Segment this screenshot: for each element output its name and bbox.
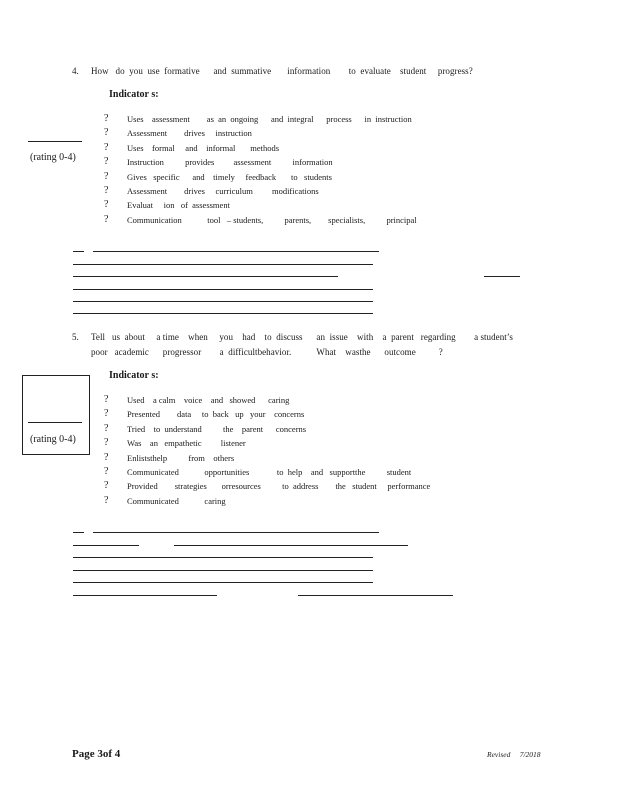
bullet-icon: ? bbox=[104, 170, 109, 182]
indicators-heading-5: Indicator s: bbox=[109, 370, 159, 381]
bullet-icon: ? bbox=[104, 494, 109, 506]
bullet-icon: ? bbox=[104, 213, 109, 225]
indicator-list-5 bbox=[104, 393, 430, 508]
indicator-item bbox=[104, 155, 417, 169]
answer-line[interactable] bbox=[298, 595, 453, 596]
answer-line[interactable] bbox=[73, 289, 373, 290]
revision-date: Revised 7/2018 bbox=[487, 750, 541, 759]
bullet-icon: ? bbox=[104, 127, 109, 139]
bullet-icon: ? bbox=[104, 156, 109, 168]
answer-line[interactable] bbox=[73, 276, 338, 277]
rating-label-4: (rating 0-4) bbox=[30, 152, 76, 163]
bullet-icon: ? bbox=[104, 465, 109, 477]
answer-line[interactable] bbox=[73, 545, 139, 546]
bullet-icon: ? bbox=[104, 141, 109, 153]
indicators-heading-4: Indicator s: bbox=[109, 89, 159, 100]
answer-line[interactable] bbox=[73, 582, 373, 583]
answer-line[interactable] bbox=[73, 570, 373, 571]
answer-line[interactable] bbox=[93, 251, 379, 252]
indicator-item bbox=[104, 198, 417, 212]
indicator-item bbox=[104, 407, 430, 421]
bullet-icon: ? bbox=[104, 113, 109, 124]
indicator-text: Communicated caring bbox=[127, 495, 226, 506]
indicator-text: Assessment drives instruction bbox=[127, 128, 252, 139]
indicator-text: Provided strategies orresources to address the student performance bbox=[127, 481, 431, 492]
answer-line[interactable] bbox=[73, 595, 217, 596]
indicator-text: Used a calm voice and showed caring bbox=[127, 395, 290, 405]
answer-line[interactable] bbox=[73, 264, 373, 265]
answer-line[interactable] bbox=[73, 301, 373, 302]
question-5-text-line1: Tell us about a time when you had to discuss an issue with a parent regarding a student’s bbox=[91, 332, 513, 342]
answer-line[interactable] bbox=[484, 276, 520, 277]
question-4-number: 4. bbox=[72, 66, 79, 76]
bullet-icon: ? bbox=[104, 199, 109, 211]
rating-line-5[interactable] bbox=[28, 422, 82, 423]
indicator-item bbox=[104, 393, 430, 407]
indicator-item bbox=[104, 141, 417, 155]
indicator-item bbox=[104, 479, 430, 493]
indicator-item bbox=[104, 112, 417, 126]
rating-label-5: (rating 0-4) bbox=[30, 434, 76, 445]
answer-line[interactable] bbox=[73, 251, 84, 252]
bullet-icon: ? bbox=[104, 437, 109, 449]
indicator-item bbox=[104, 465, 430, 479]
indicator-item bbox=[104, 436, 430, 450]
bullet-icon: ? bbox=[104, 408, 109, 420]
indicator-text: Enliststhelp from others bbox=[127, 452, 235, 463]
bullet-icon: ? bbox=[104, 451, 109, 463]
indicator-text: Tried to understand the parent concerns bbox=[127, 423, 307, 434]
answer-line[interactable] bbox=[73, 313, 373, 314]
indicator-item bbox=[104, 213, 417, 227]
indicator-item bbox=[104, 451, 430, 465]
bullet-icon: ? bbox=[104, 184, 109, 196]
indicator-item bbox=[104, 494, 430, 508]
indicator-item bbox=[104, 170, 417, 184]
bullet-icon: ? bbox=[104, 422, 109, 434]
question-5-text-line2: poor academic progressor a difficultbehavior. What wasthe outcome ? bbox=[91, 347, 443, 357]
answer-line[interactable] bbox=[174, 545, 408, 546]
indicator-list-4 bbox=[104, 112, 417, 227]
indicator-text: Uses formal and informal methods bbox=[127, 142, 280, 153]
question-4-text: How do you use formative and summative information to evaluate student progress? bbox=[91, 66, 473, 76]
indicator-text: Communication tool – students, parents, specialists, principal bbox=[127, 214, 417, 225]
bullet-icon: ? bbox=[104, 394, 109, 405]
indicator-text: Communicated opportunities to help and supportthe student bbox=[127, 466, 412, 477]
answer-line[interactable] bbox=[73, 557, 373, 558]
indicator-text: Was an empathetic listener bbox=[127, 438, 246, 449]
indicator-text: Gives specific and timely feedback to students bbox=[127, 171, 332, 182]
indicator-item bbox=[104, 422, 430, 436]
indicator-text: Evaluat ion of assessment bbox=[127, 200, 230, 211]
indicator-text: Uses assessment as an ongoing and integral process in instruction bbox=[127, 114, 412, 124]
indicator-text: Instruction provides assessment information bbox=[127, 157, 333, 168]
question-5-number: 5. bbox=[72, 332, 79, 342]
bullet-icon: ? bbox=[104, 480, 109, 492]
answer-line[interactable] bbox=[93, 532, 379, 533]
rating-line-4[interactable] bbox=[28, 141, 82, 142]
indicator-item bbox=[104, 184, 417, 198]
page-number: Page 3of 4 bbox=[72, 748, 121, 760]
indicator-item bbox=[104, 126, 417, 140]
indicator-text: Presented data to back up your concerns bbox=[127, 409, 305, 420]
answer-line[interactable] bbox=[73, 532, 84, 533]
indicator-text: Assessment drives curriculum modifications bbox=[127, 185, 319, 196]
